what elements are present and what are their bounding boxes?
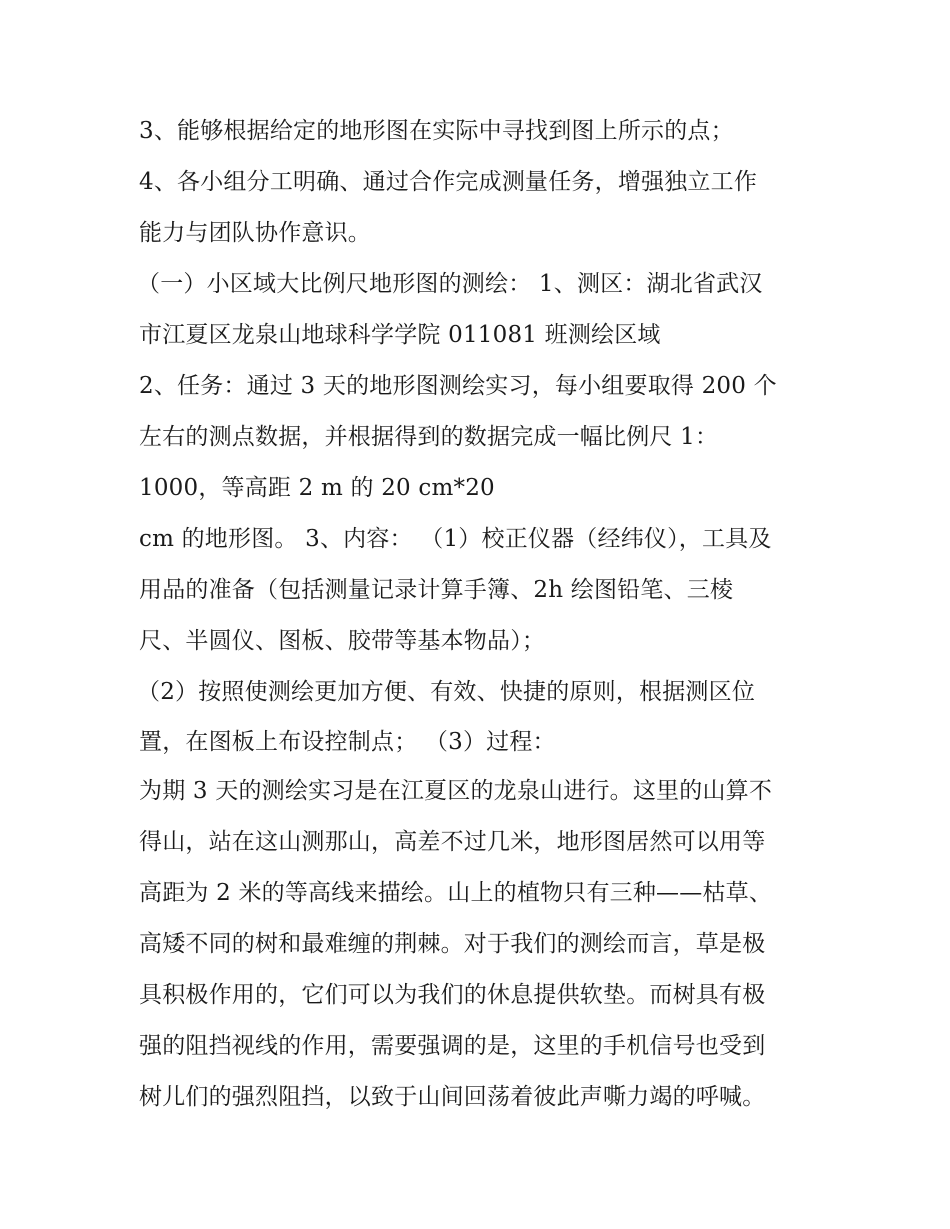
text-line: 置，在图板上布设控制点； （3）过程：: [139, 729, 556, 755]
text-line: 左右的测点数据，并根据得到的数据完成一幅比例尺 1：: [139, 424, 719, 450]
text-line: 能力与团队协作意识。: [139, 220, 371, 246]
text-line: 强的阻挡视线的作用，需要强调的是，这里的手机信号也受到: [139, 1033, 766, 1059]
text-line: 2、任务：通过 3 天的地形图测绘实习，每小组要取得 200 个: [139, 373, 777, 399]
text-line: （2）按照使测绘更加方便、有效、快捷的原则，根据测区位: [137, 679, 756, 705]
text-line: 具积极作用的，它们可以为我们的休息提供软垫。而树具有极: [139, 982, 766, 1008]
text-line: 4、各小组分工明确、通过合作完成测量任务，增强独立工作: [139, 169, 758, 195]
text-line: 1000，等高距 2 m 的 20 cm*20: [139, 475, 495, 501]
text-line: 树儿们的强烈阻挡，以致于山间回荡着彼此声嘶力竭的呼喊。: [139, 1084, 766, 1110]
text-line: 尺、半圆仪、图板、胶带等基本物品）；: [139, 628, 546, 654]
text-line: （一）小区域大比例尺地形图的测绘： 1、测区：湖北省武汉: [137, 271, 763, 297]
text-line: cm 的地形图。 3、内容： （1）校正仪器（经纬仪），工具及: [139, 526, 772, 552]
text-line: 高矮不同的树和最难缠的荆棘。对于我们的测绘而言，草是极: [139, 931, 766, 957]
text-line: 用品的准备（包括测量记录计算手簿、2h 绘图铅笔、三棱: [139, 577, 734, 603]
document-body: [139, 106, 819, 1123]
text-line: 得山，站在这山测那山，高差不过几米，地形图居然可以用等: [139, 829, 766, 855]
text-line: 市江夏区龙泉山地球科学学院 011081 班测绘区域: [139, 322, 661, 348]
text-line: 3、能够根据给定的地形图在实际中寻找到图上所示的点；: [139, 118, 734, 144]
text-line: 为期 3 天的测绘实习是在江夏区的龙泉山进行。这里的山算不: [139, 778, 773, 804]
text-line: 高距为 2 米的等高线来描绘。山上的植物只有三种——枯草、: [139, 880, 773, 906]
